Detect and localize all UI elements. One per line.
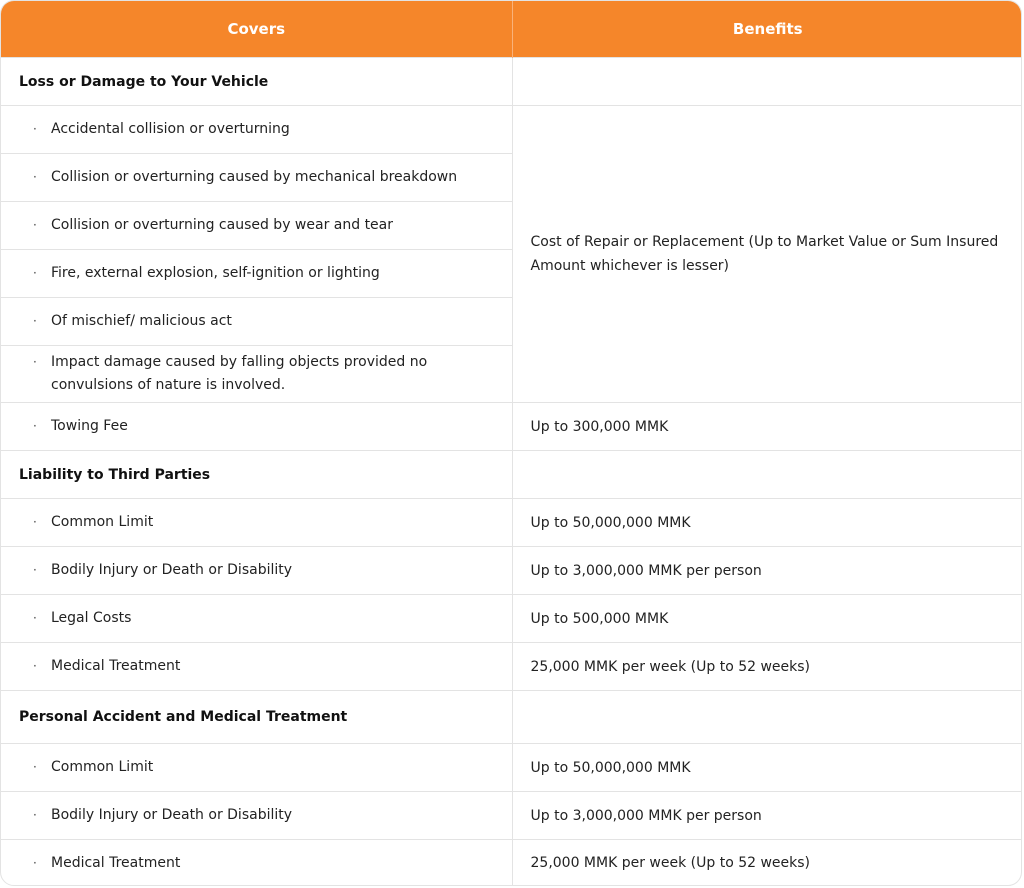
table-row: [1, 499, 1022, 547]
covers-benefits-table: [1, 1, 1022, 886]
benefit-value: Up to 500,000 MMK: [512, 595, 1022, 643]
section-benefit-empty: [512, 451, 1022, 499]
bullet-icon: ·: [33, 611, 37, 625]
cover-item: Common Limit: [51, 759, 154, 775]
table-row: [1, 595, 1022, 643]
bullet-icon: ·: [33, 170, 37, 184]
cover-item: Bodily Injury or Death or Disability: [51, 807, 293, 823]
shared-benefit-cell: [512, 106, 1022, 403]
cover-item: Medical Treatment: [51, 658, 181, 674]
bullet-icon: ·: [33, 355, 37, 369]
table-row: [1, 792, 1022, 840]
bullet-icon: ·: [33, 419, 37, 433]
benefit-value: Up to 300,000 MMK: [512, 403, 1022, 451]
section-row: [1, 451, 1022, 499]
section-row: [1, 691, 1022, 744]
table-row: [1, 547, 1022, 595]
benefit-value: 25,000 MMK per week (Up to 52 weeks): [512, 840, 1022, 887]
benefit-value: Up to 3,000,000 MMK per person: [512, 792, 1022, 840]
benefit-value: Up to 50,000,000 MMK: [512, 499, 1022, 547]
bullet-icon: ·: [33, 218, 37, 232]
cover-item: Impact damage caused by falling objects provided no convulsions of nature is involved.: [51, 354, 428, 393]
bullet-icon: ·: [33, 122, 37, 136]
bullet-icon: ·: [33, 515, 37, 529]
cover-item: Medical Treatment: [51, 854, 181, 871]
table-row: [1, 744, 1022, 792]
cover-item: Accidental collision or overturning: [51, 121, 290, 137]
table-row: [1, 840, 1022, 887]
benefit-value: Cost of Repair or Replacement (Up to Market Value or Sum Insured Amount whichever is lesser): [530, 234, 999, 274]
cover-item: Common Limit: [51, 514, 154, 530]
cover-item: Collision or overturning caused by wear and tear: [51, 217, 394, 233]
table-header-row: [1, 1, 1022, 58]
section-title-vehicle: Loss or Damage to Your Vehicle: [1, 58, 512, 106]
bullet-icon: ·: [33, 808, 37, 822]
cover-item: Of mischief/ malicious act: [51, 313, 232, 329]
header-benefits: Benefits: [512, 1, 1022, 58]
header-covers: Covers: [1, 1, 512, 58]
table-row: [1, 643, 1022, 691]
section-benefit-empty: [512, 58, 1022, 106]
section-benefit-empty: [512, 691, 1022, 744]
table-row: [1, 403, 1022, 451]
section-title-personal-accident: Personal Accident and Medical Treatment: [1, 691, 512, 744]
benefit-value: Up to 50,000,000 MMK: [512, 744, 1022, 792]
section-row: [1, 58, 1022, 106]
bullet-icon: ·: [33, 855, 37, 870]
bullet-icon: ·: [33, 563, 37, 577]
cover-item: Collision or overturning caused by mechanical breakdown: [51, 169, 458, 185]
cover-item: Bodily Injury or Death or Disability: [51, 562, 293, 578]
cover-item: Fire, external explosion, self-ignition or lighting: [51, 265, 380, 281]
benefit-value: 25,000 MMK per week (Up to 52 weeks): [512, 643, 1022, 691]
benefit-value: Up to 3,000,000 MMK per person: [512, 547, 1022, 595]
bullet-icon: ·: [33, 314, 37, 328]
table-row: [1, 106, 1022, 154]
bullet-icon: ·: [33, 266, 37, 280]
section-title-liability: Liability to Third Parties: [1, 451, 512, 499]
cover-item: Towing Fee: [51, 418, 128, 434]
cover-item: Legal Costs: [51, 610, 132, 626]
bullet-icon: ·: [33, 659, 37, 673]
bullet-icon: ·: [33, 760, 37, 774]
